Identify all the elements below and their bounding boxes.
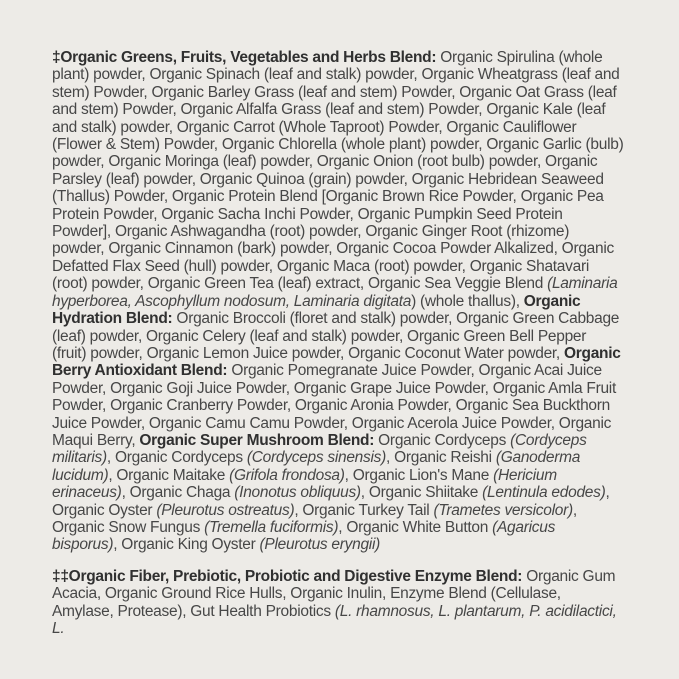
text-run-italic: (Hericium erinaceus) <box>52 466 557 502</box>
text-run-italic: (Pleurotus ostreatus) <box>156 501 295 519</box>
text-run-italic: (L. rhamnosus, L. plantarum, P. acidilactici, L. <box>52 602 617 637</box>
text-run-bold: ‡‡Organic Fiber, Prebiotic, Probiotic and Digestive Enzyme Blend: <box>52 567 527 585</box>
text-run-regular: , Organic Lion's Mane <box>344 466 494 484</box>
text-run-regular: , Organic King Oyster <box>113 536 260 554</box>
text-run-italic: (Inonotus obliquus) <box>234 484 361 502</box>
text-run-regular: Organic Cordyceps <box>378 431 511 449</box>
text-run-regular: , Organic Reishi <box>386 449 496 467</box>
text-run-regular: Organic Spirulina (whole plant) powder, Organic Spinach (leaf and stalk) powder, Organic Wheatgrass (leaf and stem) Powder, Organic Barley Grass (leaf and stem) Powder, Organic Oat Grass (leaf and stem) Powder, Organic Alfalfa Grass (leaf and stem) Powder, Organic Kale (leaf and stalk) powder, Organic Carrot (Whole Taproot) Powder, Organic Cauliflower (Flower & Stem) Powder, Organic Chlorella (whole plant) powder, Organic Garlic (bulb) powder, Organic Moringa (leaf) powder, Organic Onion (root bulb) powder, Organic Parsley (leaf) powder, Organic Quinoa (grain) powder, Organic Hebridean Seaweed (Thallus) Powder, Organic Protein Blend [Organic Brown Rice Powder, Organic Pea Protein Powder, Organic Sacha Inchi Powder, Organic Pumpkin Seed Protein Powder], Organic Ashwagandha (root) powder, Organic Ginger Root (rhizome) powder, Organic Cinnamon (bark) powder, Organic Cocoa Powder Alkalized, Organic Defatted Flax Seed (hull) powder, Organic Maca (root) powder, Organic Shatavari (root) powder, Organic Green Tea (leaf) extract, Organic Sea Veggie Blend <box>52 49 624 293</box>
text-run-bold: Organic Berry Antioxidant Blend: <box>52 344 621 380</box>
text-run-regular: , Organic Oyster <box>52 484 610 519</box>
text-run-regular: ) (whole thallus), <box>411 292 524 310</box>
text-run-italic: (Cordyceps sinensis) <box>246 449 387 467</box>
text-run-regular: , Organic Shiitake <box>360 484 483 502</box>
text-run-regular: Organic Pomegranate Juice Powder, Organic Acai Juice Powder, Organic Goji Juice Powder, Organic Grape Juice Powder, Organic Amla Fruit Powder, Organic Cranberry Powder, Organic Aronia Powder, Organic Sea Buckthorn Juice Powder, Organic Camu Camu Powder, Organic Acerola Juice Powder, Organic Maqui Berry, <box>52 362 616 449</box>
text-run-italic: (Grifola frondosa) <box>229 466 345 484</box>
text-run-regular: Organic Gum Acacia, Organic Ground Rice Hulls, Organic Inulin, Enzyme Blend (Cellulase, Amylase, Protease), Gut Health Probiotics <box>52 567 616 620</box>
text-run-regular: , Organic Maitake <box>108 466 230 484</box>
text-run-regular: , Organic White Button <box>338 518 493 536</box>
paragraph-greens-fruits-vegetables-herbs-blend <box>52 49 624 554</box>
supplement-ingredients-label <box>52 49 624 637</box>
text-run-italic: (Tremella fuciformis) <box>204 518 339 536</box>
text-run-bold: ‡Organic Greens, Fruits, Vegetables and Herbs Blend: <box>52 49 441 66</box>
text-run-bold: Organic Super Mushroom Blend: <box>139 431 379 449</box>
text-run-regular: , Organic Chaga <box>121 484 235 502</box>
text-run-italic: (Laminaria hyperborea, Ascophyllum nodosum, Laminaria digitata <box>52 275 618 310</box>
paragraph-fiber-prebiotic-probiotic-digestive-enzyme-blend <box>52 568 624 638</box>
text-run-italic: (Cordyceps militaris) <box>52 431 587 467</box>
text-run-regular: , Organic Snow Fungus <box>52 501 577 536</box>
text-run-italic: (Trametes versicolor) <box>433 501 573 519</box>
text-run-regular: , Organic Turkey Tail <box>294 501 434 519</box>
text-run-regular: , Organic Cordyceps <box>106 449 247 467</box>
text-run-italic: (Agaricus bisporus) <box>52 518 556 554</box>
text-run-italic: (Pleurotus eryngii) <box>259 536 380 554</box>
text-run-bold: Organic Hydration Blend: <box>52 292 581 328</box>
text-run-italic: (Ganoderma lucidum) <box>52 449 581 484</box>
text-run-italic: (Lentinula edodes) <box>482 484 606 502</box>
text-run-regular: Organic Broccoli (floret and stalk) powder, Organic Green Cabbage (leaf) powder, Organic Celery (leaf and stalk) powder, Organic Green Bell Pepper (fruit) powder, Organic Lemon Juice powder, Organic Coconut Water powder, <box>52 310 620 362</box>
